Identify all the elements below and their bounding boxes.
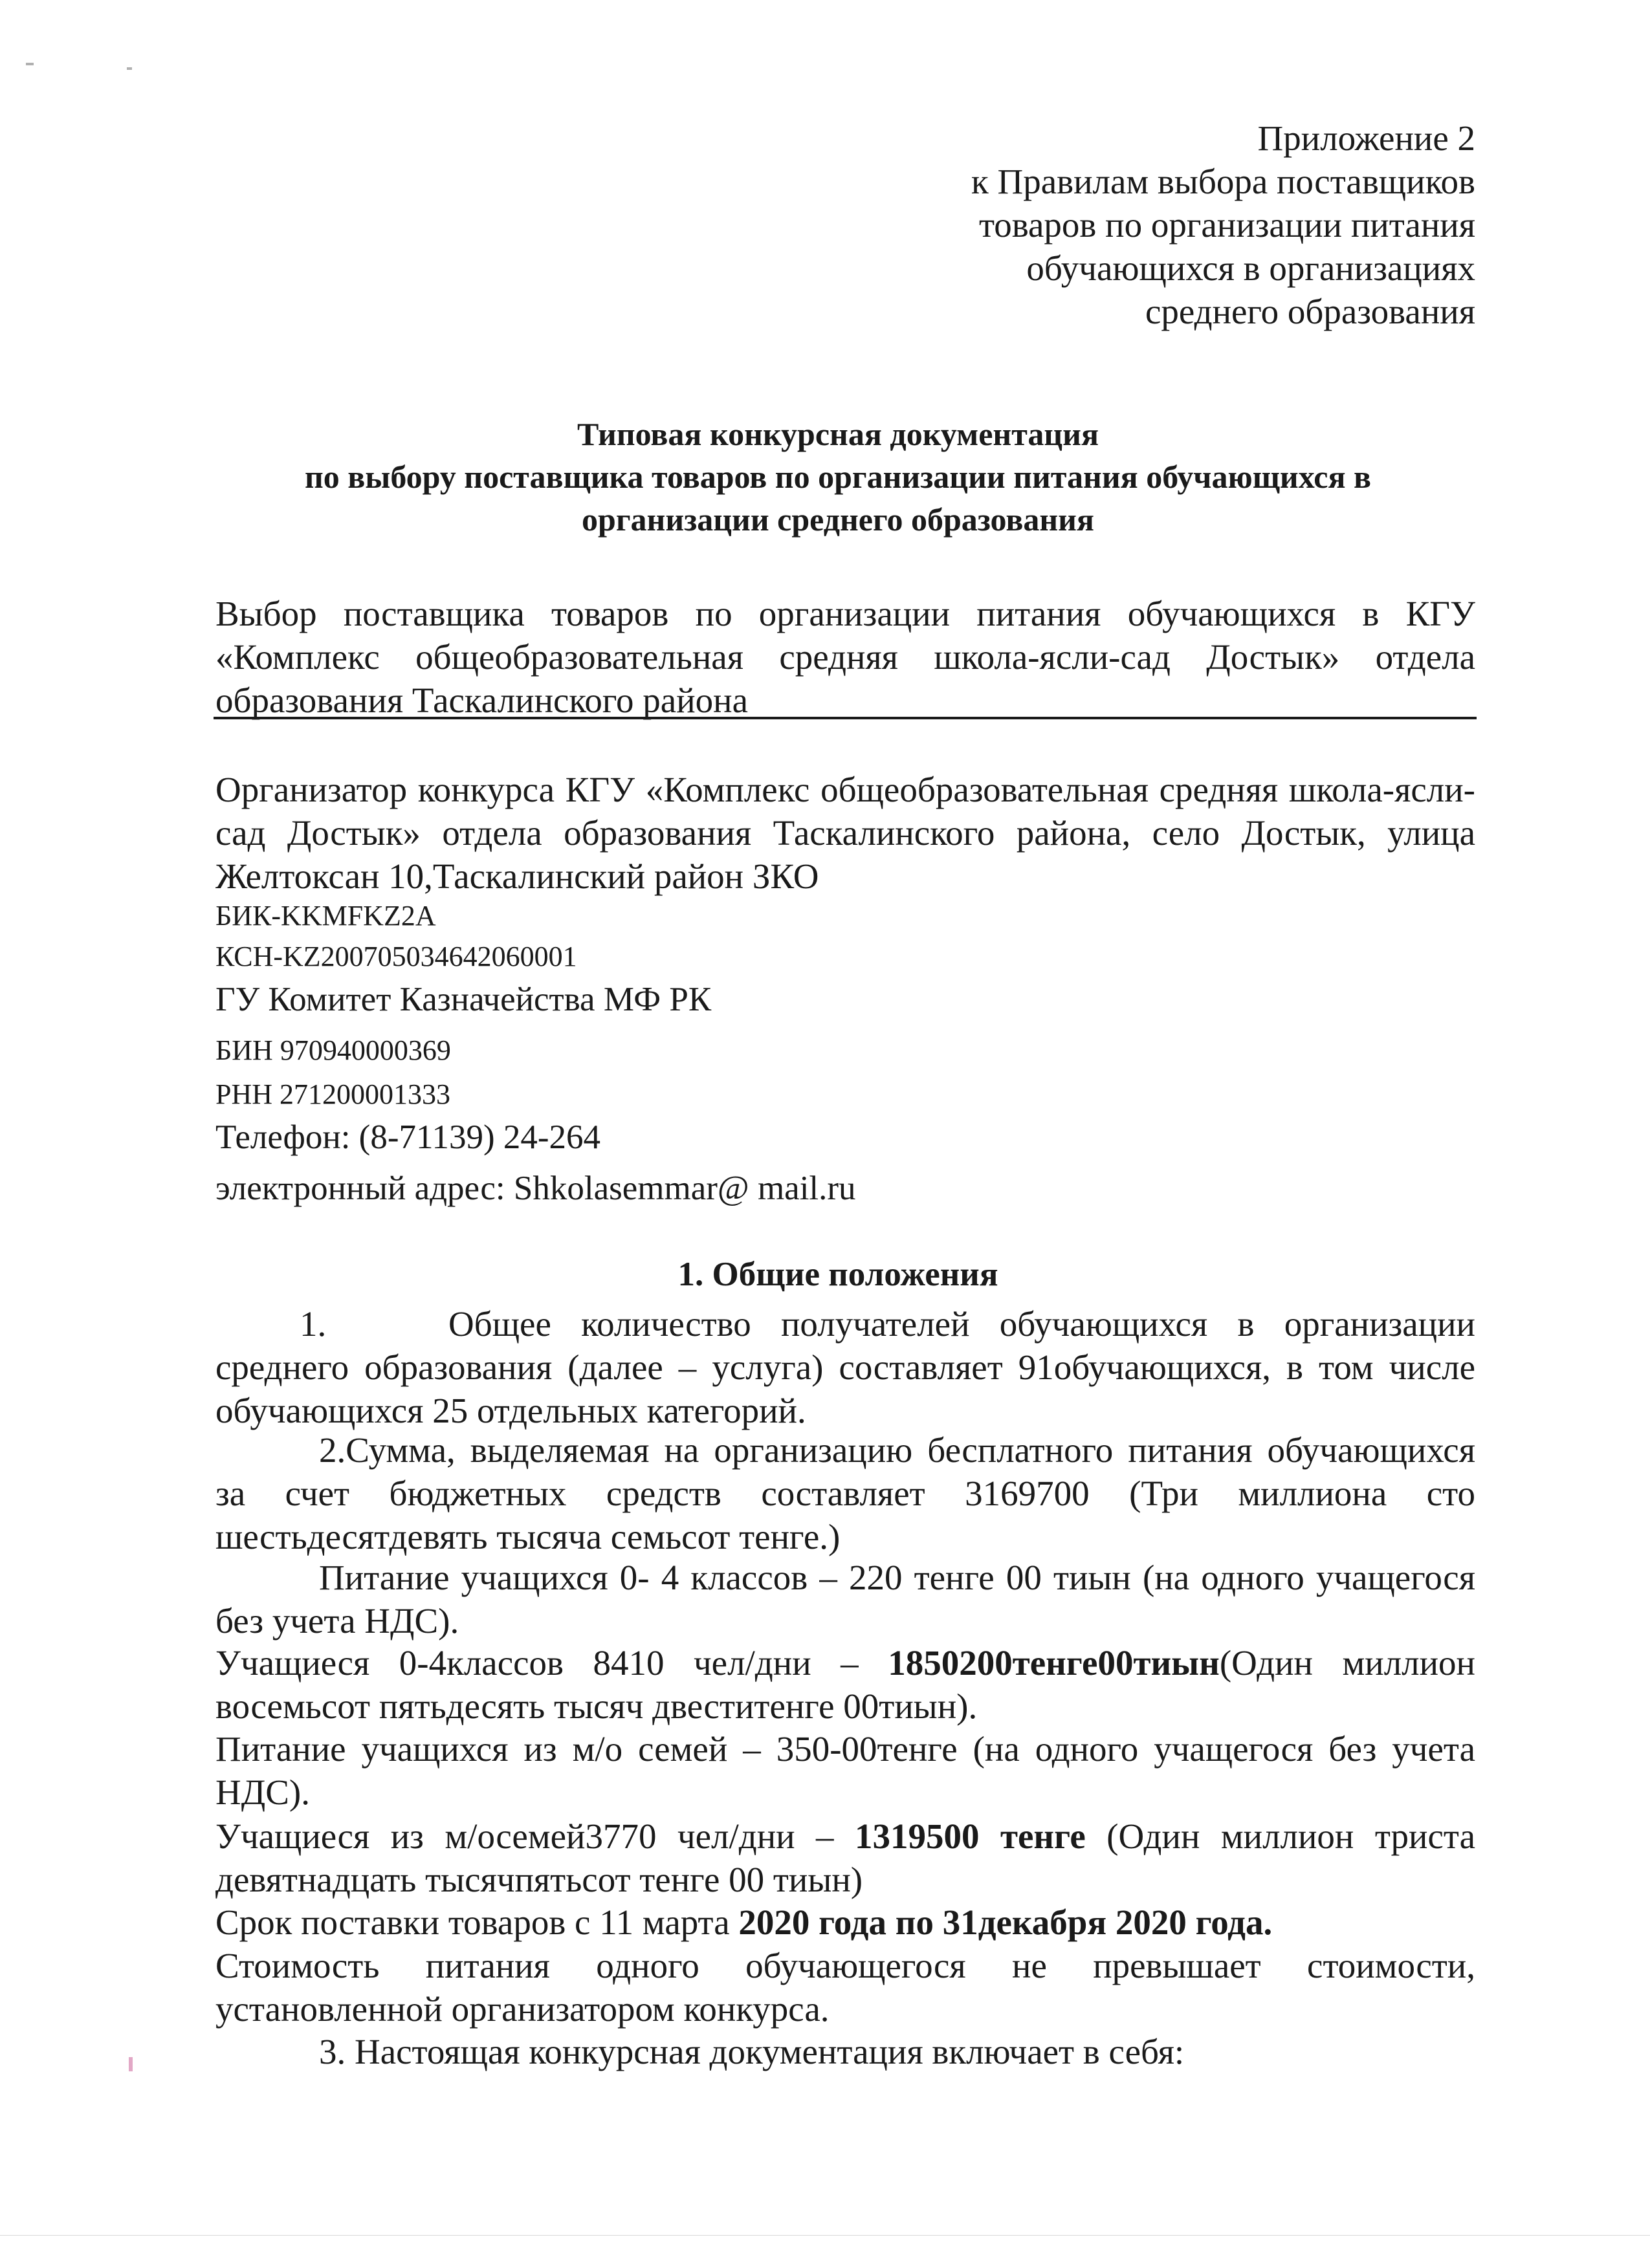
paragraph-1 bbox=[215, 1302, 1475, 1432]
paragraph-6 bbox=[215, 1815, 1475, 1901]
paragraph-2: 2.Сумма, выделяемая на организацию бесплатного питания обучающихся за счет бюджетных средств составляет 3169700 (Три миллиона сто шестьдесятдевять тысяча семьсот тенге.) bbox=[215, 1430, 1475, 1556]
paragraph-9: 3. Настоящая конкурсная документация включает в себя: bbox=[319, 2032, 1185, 2071]
annex-line: к Правилам выбора поставщиков bbox=[971, 162, 1475, 201]
scan-speck bbox=[129, 2057, 133, 2071]
phone-line: Телефон: (8-71139) 24-264 bbox=[215, 1118, 601, 1156]
title-line: по выбору поставщика товаров по организации питания обучающихся в bbox=[304, 459, 1372, 495]
treasury-line: ГУ Комитет Казначейства МФ РК bbox=[215, 981, 712, 1018]
rnn-line: РНН 271200001333 bbox=[215, 1078, 451, 1110]
paragraph-4-a: Учащиеся 0-4классов 8410 чел/дни – bbox=[215, 1643, 888, 1683]
annex-line: среднего образования bbox=[1145, 292, 1475, 331]
paragraph-4 bbox=[215, 1641, 1475, 1728]
paragraph-4-c: (Один миллион восемьсот пятьдесять тысяч двеститенге 00тиын). bbox=[215, 1643, 1475, 1726]
paragraph-4-amount: 1850200тенге00тиын bbox=[888, 1643, 1220, 1683]
document-title bbox=[194, 413, 1482, 541]
email-line: электронный адрес: Shkolasemmar@ mail.ru bbox=[215, 1170, 856, 1207]
ksn-line: КСН-KZ200705034642060001 bbox=[215, 941, 577, 972]
scan-speck bbox=[127, 67, 132, 70]
scan-edge bbox=[0, 2235, 1650, 2236]
paragraph-6-amount: 1319500 тенге bbox=[855, 1816, 1086, 1856]
paragraph-6-a: Учащиеся из м/осемей3770 чел/дни – bbox=[215, 1816, 855, 1856]
procurement-subject: Выбор поставщика товаров по организации питания обучающихся в КГУ «Комплекс общеобразовательная средняя школа-ясли-сад Достык» отдела образования Таскалинского района bbox=[215, 594, 1475, 720]
annex-header bbox=[634, 116, 1475, 333]
title-line: организации среднего образования bbox=[582, 501, 1094, 538]
bik-line: БИК-KKMFKZ2A bbox=[215, 900, 436, 932]
paragraph-1-text: Общее количество получателей обучающихся в организации среднего образования (далее – услуга) составляет 91обучающихся, в том числе обучающихся 25 отдельных категорий. bbox=[215, 1304, 1475, 1430]
organizer-text: Организатор конкурса КГУ «Комплекс общеобразовательная средняя школа-ясли-сад Достык» отдела образования Таскалинского района, село Достык, улица Желтоксан 10,Таскалинский район ЗКО bbox=[215, 770, 1475, 896]
bin-line: БИН 970940000369 bbox=[215, 1034, 451, 1066]
section-heading: 1. Общие положения bbox=[677, 1256, 998, 1293]
title-line: Типовая конкурсная документация bbox=[577, 416, 1099, 452]
annex-line: обучающихся в организациях bbox=[1026, 248, 1475, 288]
subject-underline bbox=[214, 717, 1477, 719]
annex-line: товаров по организации питания bbox=[978, 205, 1475, 245]
paragraph-7-dates: 2020 года по 31декабря 2020 года. bbox=[738, 1903, 1273, 1942]
paragraph-6-c: (Один миллион триста девятнадцать тысячпятьсот тенге 00 тиын) bbox=[215, 1816, 1476, 1899]
paragraph-8: Стоимость питания одного обучающегося не превышает стоимости, установленной организатором конкурса. bbox=[215, 1946, 1475, 2029]
paragraph-7-a: Срок поставки товаров с 11 марта bbox=[215, 1903, 739, 1942]
scan-speck bbox=[26, 63, 34, 65]
annex-line: Приложение 2 bbox=[1257, 118, 1475, 158]
paragraph-number: 1. bbox=[300, 1304, 327, 1344]
paragraph-5: Питание учащихся из м/о семей – 350-00тенге (на одного учащегося без учета НДС). bbox=[215, 1729, 1475, 1812]
paragraph-7 bbox=[215, 1901, 1475, 1944]
paragraph-3: Питание учащихся 0- 4 классов – 220 тенге 00 тиын (на одного учащегося без учета НДС). bbox=[215, 1558, 1475, 1641]
